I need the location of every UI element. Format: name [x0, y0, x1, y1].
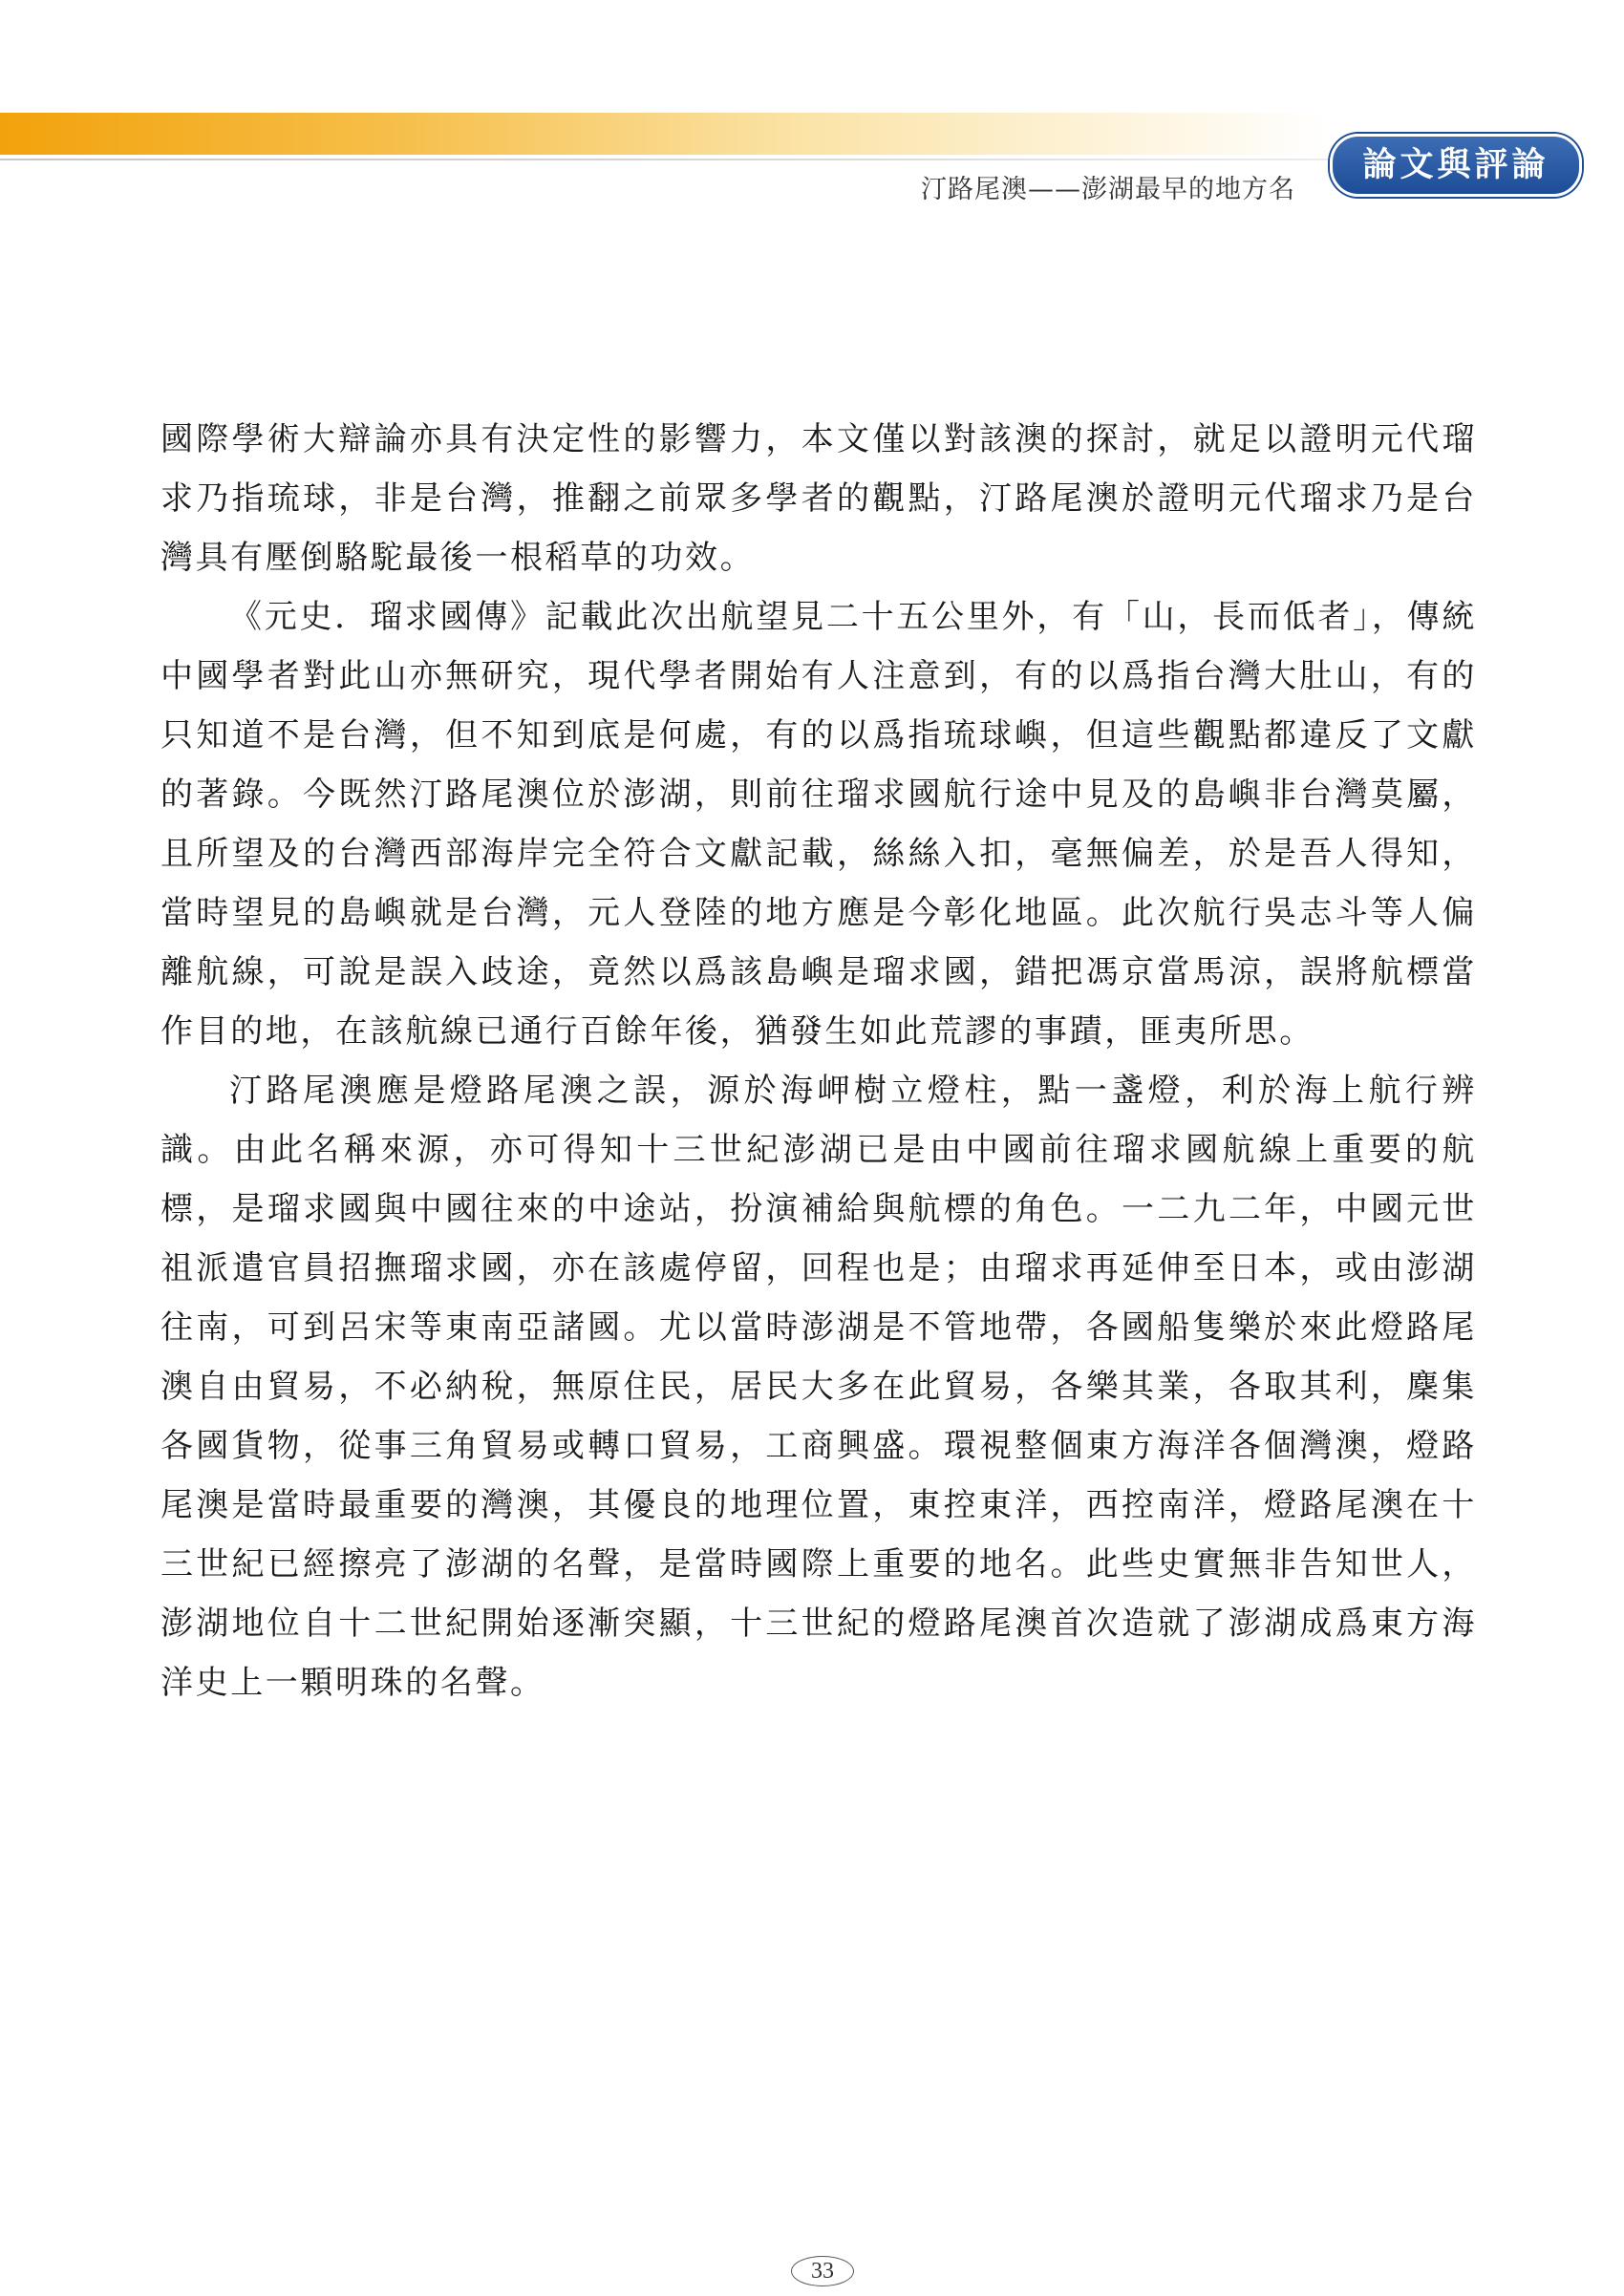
header-rule	[0, 159, 1328, 160]
paragraph-continuation: 國際學術大辯論亦具有決定性的影響力，本文僅以對該澳的探討，就足以證明元代瑠求乃指琉球，非是台灣，推翻之前眾多學者的觀點，汀路尾澳於證明元代瑠求乃是台灣具有壓倒駱駝最後一根稻草的功效。	[160, 420, 1477, 577]
page-number: 33	[791, 2256, 854, 2286]
running-title: 汀路尾澳——澎湖最早的地方名	[921, 175, 1295, 204]
section-badge: 論文與評論	[1330, 134, 1582, 197]
paragraph: 汀路尾澳應是燈路尾澳之誤，源於海岬樹立燈柱，點一盞燈，利於海上航行辨識。由此名稱來源，亦可得知十三世紀澎湖已是由中國前往瑠求國航線上重要的航標，是瑠求國與中國往來的中途站，扮演補給與航標的角色。一二九二年，中國元世祖派遣官員招撫瑠求國，亦在該處停留，回程也是；由瑠求再延伸至日本，或由澎湖往南，可到呂宋等東南亞諸國。尤以當時澎湖是不管地帶，各國船隻樂於來此燈路尾澳自由貿易，不必納稅，無原住民，居民大多在此貿易，各樂其業，各取其利，麇集各國貨物，從事三角貿易或轉口貿易，工商興盛。環視整個東方海洋各個灣澳，燈路尾澳是當時最重要的灣澳，其優良的地理位置，東控東洋，西控南洋，燈路尾澳在十三世紀已經擦亮了澎湖的名聲，是當時國際上重要的地名。此些史實無非告知世人，澎湖地位自十二世紀開始逐漸突顯，十三世紀的燈路尾澳首次造就了澎湖成爲東方海洋史上一顆明珠的名聲。	[160, 1072, 1477, 1702]
article-body	[160, 410, 1477, 1712]
paragraph: 《元史．瑠求國傳》記載此次出航望見二十五公里外，有「山，長而低者」，傳統中國學者對此山亦無研究，現代學者開始有人注意到，有的以爲指台灣大肚山，有的只知道不是台灣，但不知到底是何處，有的以爲指琉球嶼，但這些觀點都違反了文獻的著錄。今既然汀路尾澳位於澎湖，則前往瑠求國航行途中見及的島嶼非台灣莫屬，且所望及的台灣西部海岸完全符合文獻記載，絲絲入扣，毫無偏差，於是吾人得知，當時望見的島嶼就是台灣，元人登陸的地方應是今彰化地區。此次航行吳志斗等人偏離航線，可說是誤入歧途，竟然以爲該島嶼是瑠求國，錯把馮京當馬涼，誤將航標當作目的地，在該航線已通行百餘年後，猶發生如此荒謬的事蹟，匪夷所思。	[160, 598, 1477, 1051]
header-accent-bar	[0, 113, 1328, 155]
